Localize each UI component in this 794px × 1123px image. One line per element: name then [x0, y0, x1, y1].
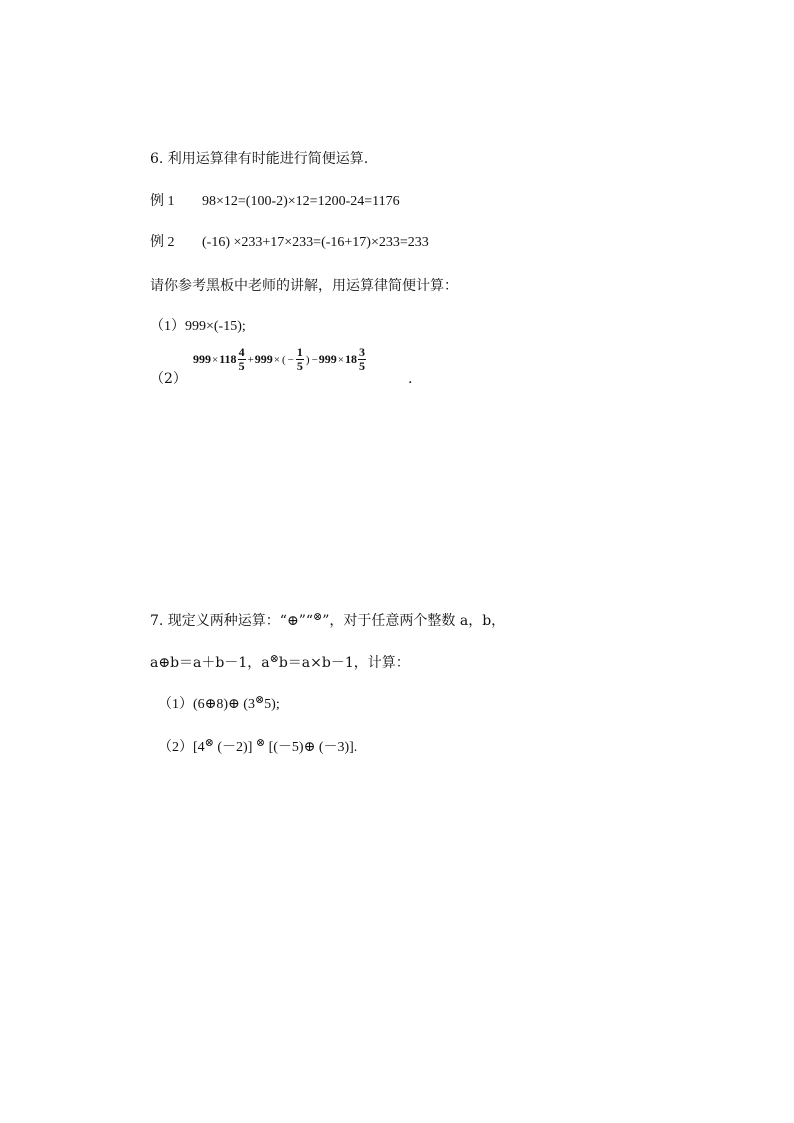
q7-title-part: 7. 现定义两种运算：“⊕”“ [150, 613, 314, 629]
problem-7-1-part: 5); [264, 697, 280, 712]
otimes-icon: ⊗ [313, 610, 323, 623]
example-1-label: 例 1 [150, 194, 175, 209]
formula-term-b-int: 118 [219, 352, 237, 366]
example-2-label: 例 2 [150, 235, 175, 250]
example-2-text: (-16) ×233+17×233=(-16+17)×233=233 [202, 235, 429, 250]
question-6-title: 6. 利用运算律有时能进行简便运算. [150, 151, 369, 167]
definition-part: a⊕b＝a＋b－1，a [150, 655, 270, 671]
times-sign: × [212, 353, 219, 366]
times-sign: × [273, 353, 280, 366]
otimes-icon: ⊗ [254, 694, 265, 706]
formula-term-e: 999 [318, 352, 337, 366]
q7-title-part: ”，对于任意两个整数 a，b， [322, 613, 506, 629]
open-paren: ( [282, 353, 286, 366]
problem-6-1: （1）999×(-15); [150, 319, 246, 334]
formula-term-c: 999 [254, 352, 273, 366]
problem-6-2-end: . [408, 371, 413, 387]
fraction-f-numerator: 3 [359, 345, 365, 359]
otimes-icon: ⊗ [204, 737, 214, 749]
definition [150, 654, 410, 673]
instruction: 请你参考黑板中老师的讲解，用运算律简便计算： [150, 278, 458, 294]
fraction-b-denominator: 5 [238, 359, 245, 373]
formula-term-a: 999 [193, 352, 211, 366]
times-sign: × [337, 353, 344, 366]
problem-7-2-part: [(－5)⊕ (－3)]. [265, 740, 358, 755]
fraction-f-denominator: 5 [359, 359, 365, 373]
fraction-f [358, 346, 366, 373]
otimes-icon: ⊗ [269, 652, 279, 665]
example-1 [150, 193, 400, 211]
definition-part: b＝a×b－1，计算： [278, 655, 410, 671]
problem-7-2-part: （2）[4 [158, 740, 205, 755]
fraction-d-denominator: 5 [296, 359, 303, 373]
problem-6-2-formula [193, 346, 367, 373]
example-2 [150, 234, 429, 252]
question-7-title [150, 612, 505, 631]
otimes-icon: ⊗ [255, 737, 266, 749]
fraction-d-numerator: 1 [296, 345, 303, 359]
formula-term-f-int: 18 [345, 352, 357, 366]
fraction-b-numerator: 4 [238, 345, 245, 359]
fraction-d [296, 346, 304, 373]
problem-7-2 [158, 739, 357, 757]
problem-6-2-label: （2） [150, 371, 187, 387]
minus-sign: − [311, 353, 318, 366]
fraction-b [238, 346, 246, 373]
problem-7-1 [158, 696, 280, 714]
problem-7-2-part: (－2)] [213, 740, 256, 755]
example-1-text: 98×12=(100-2)×12=1200-24=1176 [202, 194, 400, 209]
close-paren: ) [305, 353, 310, 366]
plus-sign: + [247, 353, 254, 366]
minus-sign: − [287, 353, 294, 366]
problem-7-1-part: （1）(6⊕8)⊕ (3 [158, 697, 255, 712]
